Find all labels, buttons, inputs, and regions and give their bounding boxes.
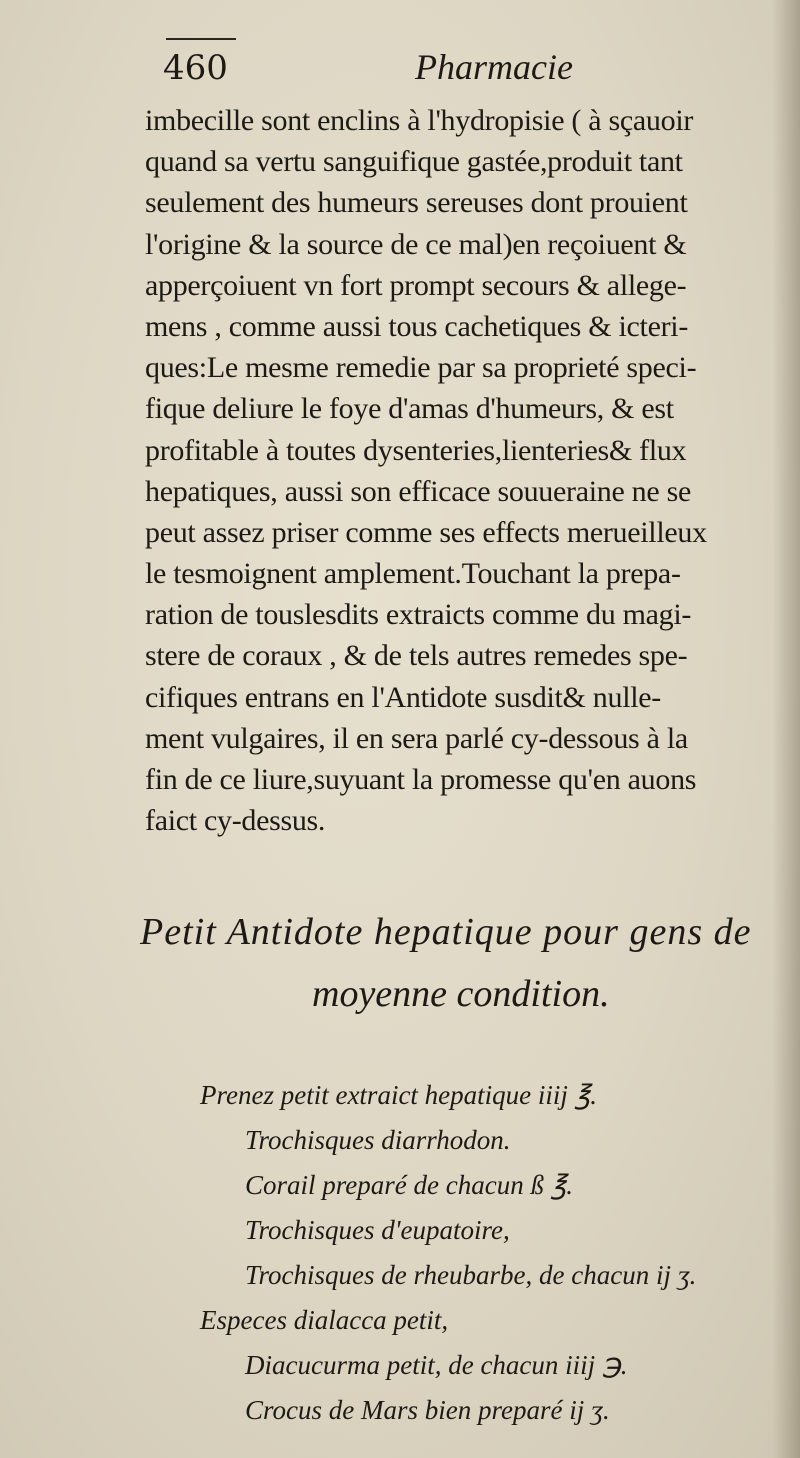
recipe-line: Diacucurma petit, de chacun iiij ℈. [245,1350,628,1380]
folio-mark [166,38,236,48]
text-line: apperçoiuent vn fort prompt secours & allege- [145,268,687,302]
body-paragraph [145,100,790,841]
section-heading-line-2: moyenne condition. [312,973,610,1015]
recipe-line: Trochisques d'eupatoire, [245,1215,510,1245]
text-line: seulement des humeurs sereuses dont prouient [145,186,688,220]
text-line: ques:Le mesme remedie par sa proprieté speci- [145,351,697,385]
recipe-line: Trochisques de rheubarbe, de chacun ij ʒ. [245,1260,697,1290]
running-head [0,40,800,100]
text-line: stere de coraux , & de tels autres remedes spe- [145,639,688,673]
running-title: Pharmacie [415,47,573,87]
page-number: 460 [163,48,228,88]
section-heading-line-1: Petit Antidote hepatique pour gens de [140,911,752,953]
text-line: le tesmoignent amplement.Touchant la prepa- [145,557,681,591]
recipe-line: Especes dialacca petit, [200,1305,449,1335]
page-edge-shadow [772,0,800,1458]
text-line: mens , comme aussi tous cachetiques & icteri- [145,309,689,343]
text-line: ment vulgaires, il en sera parlé cy-dessous à la [145,721,688,755]
text-line: hepatiques, aussi son efficace souueraine ne se [145,474,691,508]
recipe-line: Trochisques diarrhodon. [245,1125,511,1155]
recipe-line: Corail preparé de chacun ß ℥. [245,1170,574,1200]
text-line: ration de touslesdits extraicts comme du magi- [145,598,692,632]
text-line: peut assez priser comme ses effects merueilleux [145,515,707,549]
recipe-line: Crocus de Mars bien preparé ij ʒ. [245,1395,610,1425]
text-line: profitable à toutes dysenteries,lienteries& flux [145,433,687,467]
recipe-line: Prenez petit extraict hepatique iiij ℥. [200,1080,597,1110]
text-line: cifiques entrans en l'Antidote susdit& nulle- [145,680,661,714]
text-line: imbecille sont enclins à l'hydropisie ( à sçauoir [145,104,694,137]
text-line: quand sa vertu sanguifique gastée,produit tant [145,145,683,179]
text-line: fique deliure le foye d'amas d'humeurs, & est [145,392,674,426]
text-line: faict cy-dessus. [145,804,326,838]
text-line: fin de ce liure,suyuant la promesse qu'en auons [145,763,697,796]
text-line: l'origine & la source de ce mal)en reçoiuent & [145,227,687,261]
